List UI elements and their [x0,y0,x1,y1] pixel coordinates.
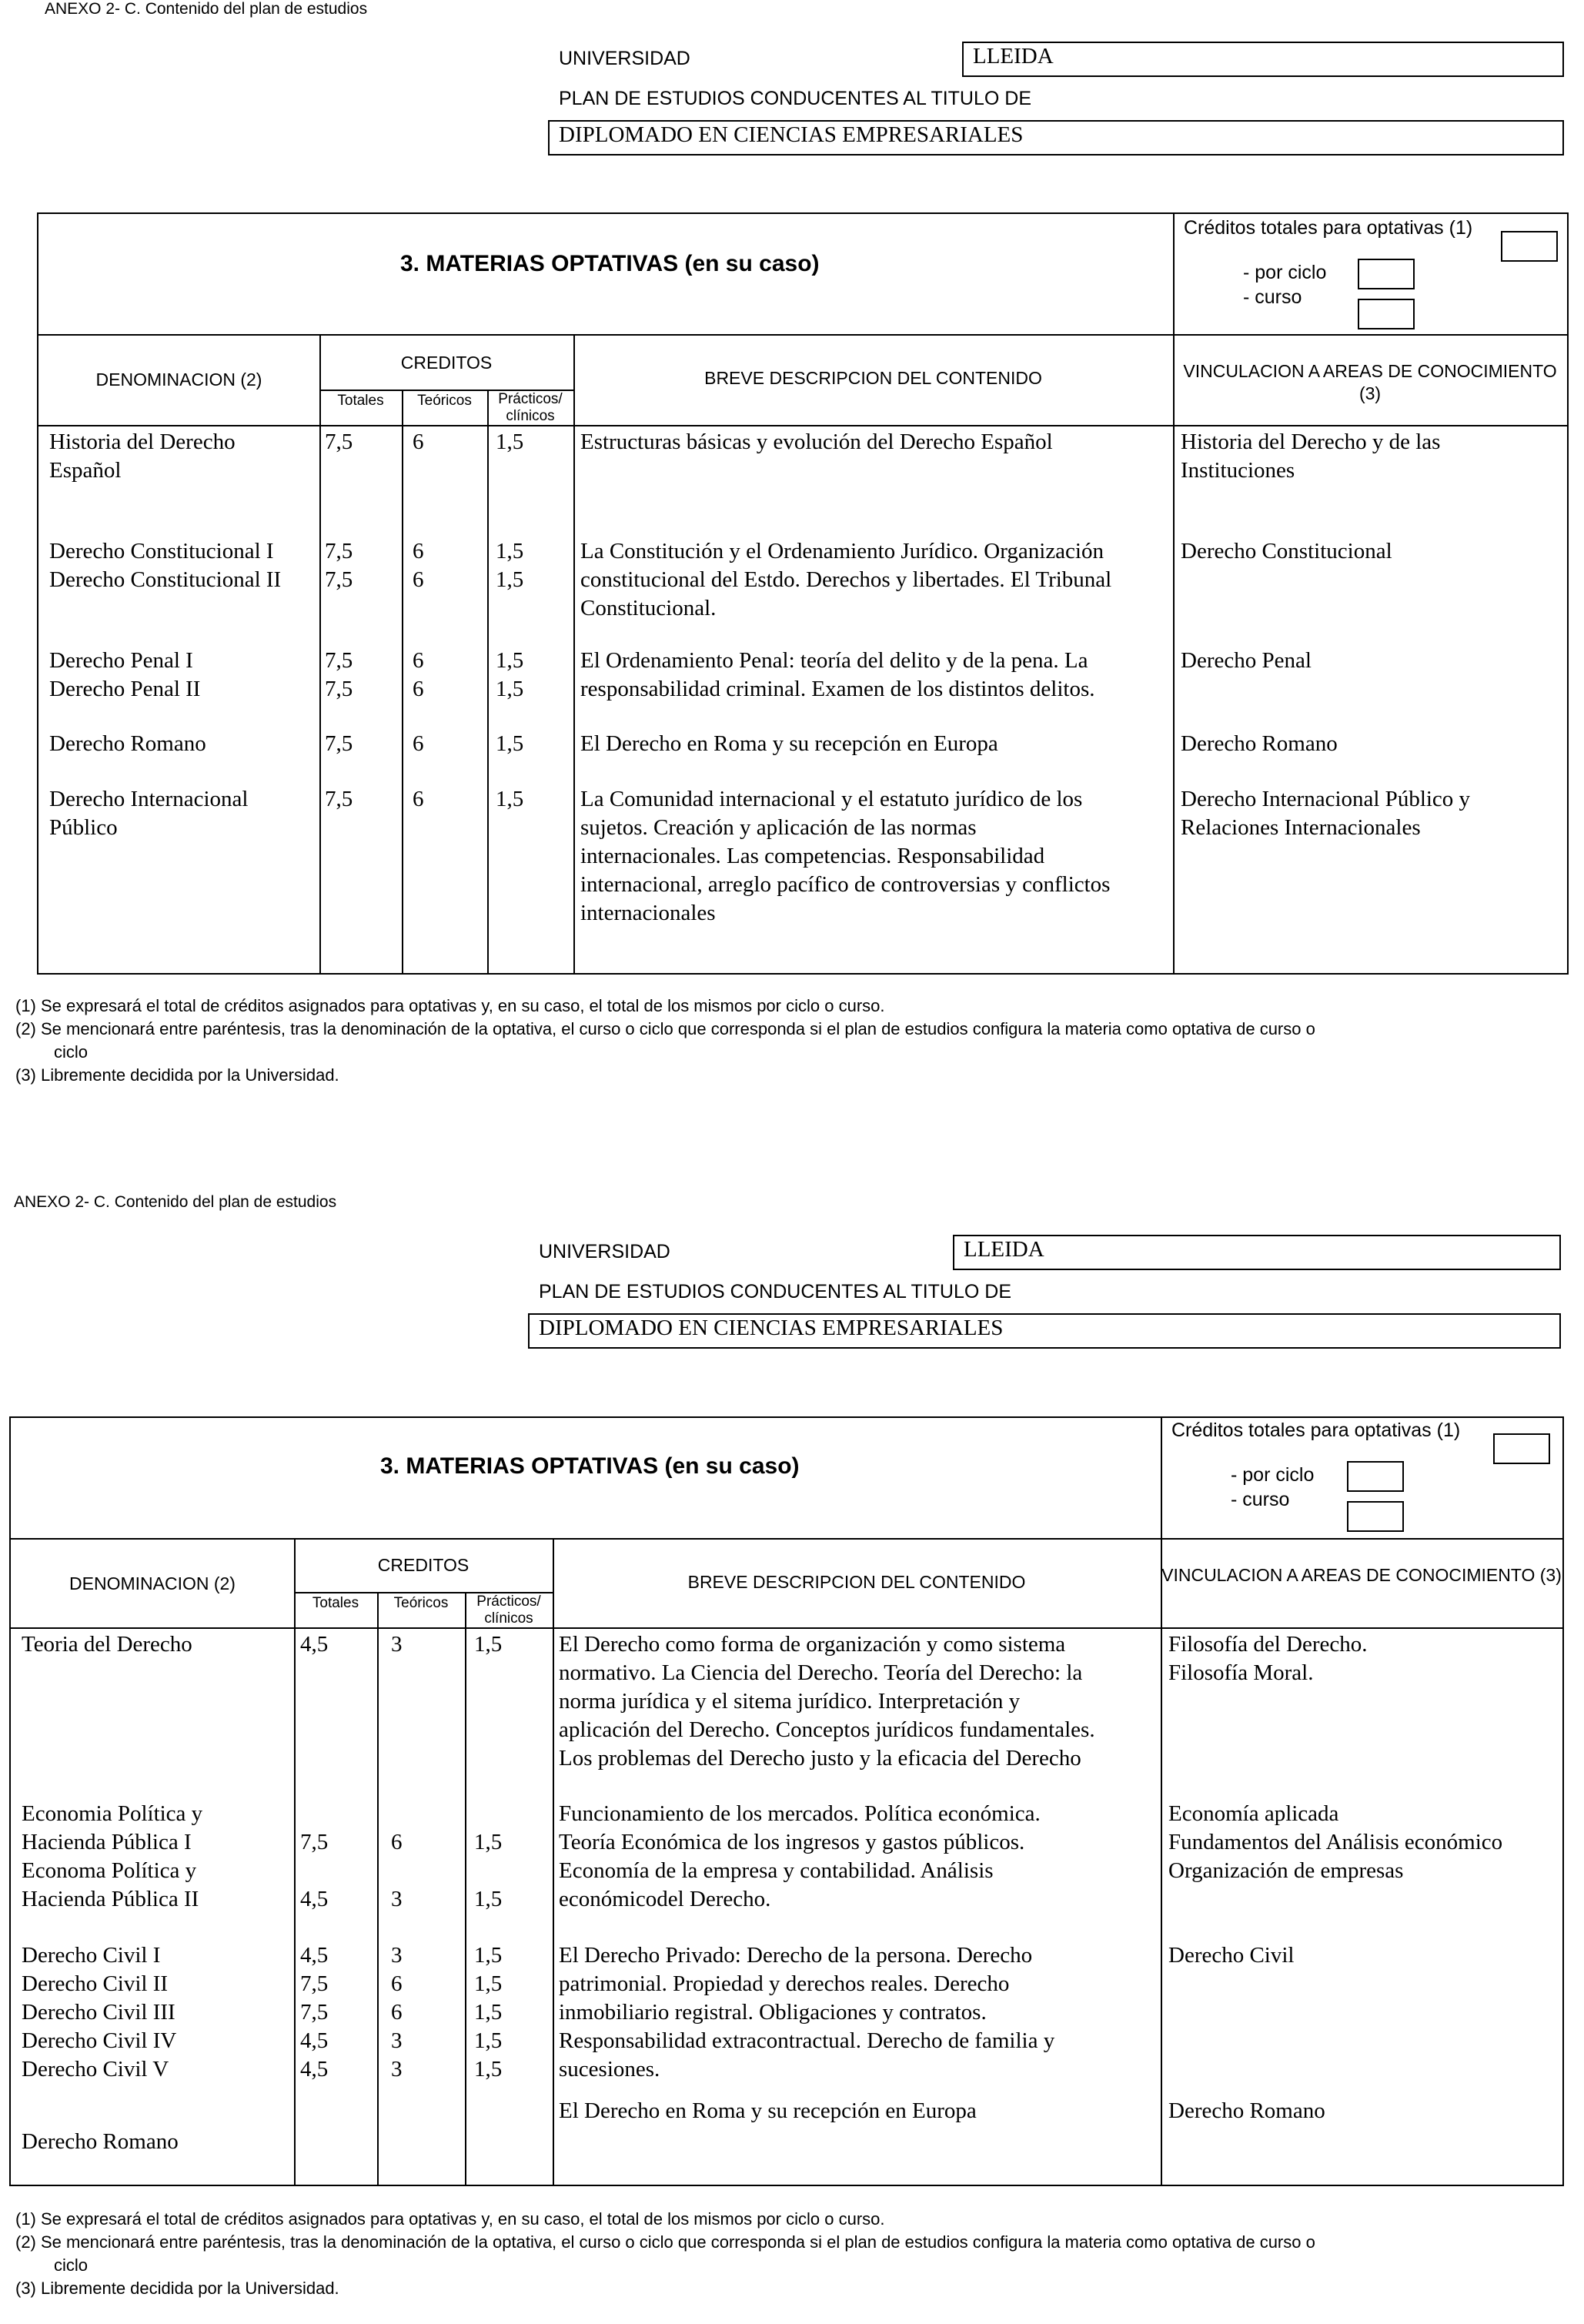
universidad-field: LLEIDA [962,42,1564,77]
universidad-label: UNIVERSIDAD [539,1241,670,1262]
curso-box [1358,299,1415,329]
por-ciclo-box [1347,1461,1404,1492]
curso-label: - curso [1243,286,1302,308]
creditos-practicos: 1,5 [474,1632,503,1657]
creditos-totales-label: Créditos totales para optativas (1) [1171,1419,1461,1441]
creditos-practicos: 1,5 1,5 [496,539,524,592]
materia-descripcion: El Derecho Privado: Derecho de la persona. Derecho patrimonial. Propiedad y derechos reales. Derecho inmobiliario registral. Obligaciones y contratos. Responsabilidad extracontractual. Derecho de familia y sucesiones. [559,1943,1055,2082]
materia-area: Derecho Constitucional [1181,539,1392,563]
materia-area: Derecho Civil [1168,1943,1295,1968]
creditos-totales-label: Créditos totales para optativas (1) [1184,217,1473,239]
por-ciclo-box [1358,259,1415,289]
practicos-header: Prácticos/ clínicos [476,1593,541,1627]
totales-header: Totales [312,1595,359,1611]
creditos-totales: 7,5 7,5 [325,648,353,701]
creditos-practicos: 1,5 [496,731,524,756]
plan-field: DIPLOMADO EN CIENCIAS EMPRESARIALES [528,1313,1561,1349]
creditos-totales: 4,5 7,5 7,5 4,5 4,5 [300,1943,329,2082]
denominacion-header: DENOMINACION (2) [95,369,262,390]
descripcion-header: BREVE DESCRIPCION DEL CONTENIDO [687,1572,1026,1592]
materia-descripcion: Funcionamiento de los mercados. Política económica. Teoría Económica de los ingresos y gastos públicos. Economía de la empresa y contabilidad. Análisis económicodel Derecho. [559,1801,1041,1911]
materia-area: Filosofía del Derecho. Filosofía Moral. [1168,1632,1368,1685]
creditos-teoricos: 6 6 [413,648,424,701]
table-divider [11,1627,1562,1629]
footnote-2-cont: ciclo [54,2255,89,2275]
col-divider [487,390,489,975]
creditos-practicos: 1,5 1,5 [496,648,524,701]
creditos-teoricos: 6 [413,787,424,811]
universidad-field: LLEIDA [953,1235,1561,1270]
materia-descripcion: Estructuras básicas y evolución del Derecho Español [580,430,1053,454]
teoricos-header: Teóricos [417,393,472,409]
table-title: 3. MATERIAS OPTATIVAS (en su caso) [400,251,820,276]
creditos-practicos: 1,5 [496,787,524,811]
creditos-totales: 4,5 [300,1632,329,1657]
optativas-table [9,1416,1564,2186]
annex-label: ANEXO 2- C. Contenido del plan de estudios [14,1193,337,1211]
materia-name: Derecho Civil I Derecho Civil II Derecho Civil III Derecho Civil IV Derecho Civil V [22,1943,177,2082]
col-divider [573,334,575,975]
footnote-2: (2) Se mencionará entre paréntesis, tras la denominación de la optativa, el curso o ciclo que corresponda si el plan de estudios configura la materia como optativa de curso o [15,1019,1315,1038]
footnote-3: (3) Libremente decidida por la Universidad. [15,2279,339,2298]
creditos-totales: 7,5 7,5 [325,539,353,592]
creditos-teoricos: 6 3 [391,1830,403,1911]
materia-name: Derecho Penal I Derecho Penal II [49,648,201,701]
materia-area: Derecho Penal [1181,648,1312,673]
materia-name: Derecho Internacional Público [49,787,249,840]
creditos-practicos: 1,5 1,5 1,5 1,5 1,5 [474,1943,503,2082]
creditos-totales-box [1501,231,1558,262]
materia-area: Economía aplicada Fundamentos del Análisis económico Organización de empresas [1168,1801,1503,1883]
practicos-header: Prácticos/ clínicos [498,391,563,424]
materia-name: Derecho Romano [22,2129,179,2154]
creditos-teoricos: 3 6 6 3 3 [391,1943,403,2082]
col-divider [1173,214,1175,975]
creditos-practicos: 1,5 [496,430,524,454]
universidad-label: UNIVERSIDAD [559,48,690,69]
table-title: 3. MATERIAS OPTATIVAS (en su caso) [380,1453,800,1479]
materia-area: Derecho Romano [1181,731,1338,756]
denominacion-header: DENOMINACION (2) [69,1573,236,1593]
plan-label: PLAN DE ESTUDIOS CONDUCENTES AL TITULO DE [539,1281,1012,1302]
footnotes [15,995,1578,1087]
materia-name: Derecho Constitucional I Derecho Constitucional II [49,539,282,592]
col-divider [1161,1418,1162,2186]
col-divider [377,1592,379,2186]
footnote-1: (1) Se expresará el total de créditos asignados para optativas y, en su caso, el total de los mismos por ciclo o curso. [15,2209,885,2229]
curso-box [1347,1501,1404,1532]
vinculacion-header: VINCULACION A AREAS DE CONOCIMIENTO (3) [1161,1565,1562,1585]
table-divider [38,425,1567,426]
col-divider [465,1592,466,2186]
creditos-teoricos: 6 [413,731,424,756]
footnote-3: (3) Libremente decidida por la Universidad. [15,1065,339,1085]
creditos-header: CREDITOS [400,353,493,373]
vinculacion-header: VINCULACION A AREAS DE CONOCIMIENTO (3) [1183,361,1557,403]
curso-label: - curso [1231,1489,1290,1510]
footnotes [15,2208,1578,2300]
materia-descripcion: El Derecho como forma de organización y como sistema normativo. La Ciencia del Derecho. Teoría del Derecho: la norma jurídica y el sitema jurídico. Interpretación y aplicación del Derecho. Conceptos jurídicos fundamentales. Los problemas del Derecho justo y la eficacia del Derecho [559,1632,1095,1771]
table-divider [11,1538,1562,1540]
por-ciclo-label: - por ciclo [1243,262,1327,283]
materia-name: Historia del Derecho Español [49,430,236,483]
optativas-table [37,212,1569,975]
footnote-1: (1) Se expresará el total de créditos asignados para optativas y, en su caso, el total de los mismos por ciclo o curso. [15,996,885,1015]
creditos-totales: 7,5 4,5 [300,1830,329,1911]
footnote-2: (2) Se mencionará entre paréntesis, tras la denominación de la optativa, el curso o ciclo que corresponda si el plan de estudios configura la materia como optativa de curso o [15,2232,1315,2252]
creditos-totales: 7,5 [325,430,353,454]
footnote-2-cont: ciclo [54,1042,89,1062]
materia-descripcion: El Ordenamiento Penal: teoría del delito y de la pena. La responsabilidad criminal. Examen de los distintos delitos. [580,648,1095,701]
materia-descripcion: El Derecho en Roma y su recepción en Europa [559,2098,977,2123]
creditos-teoricos: 3 [391,1632,403,1657]
creditos-teoricos: 6 [413,430,424,454]
por-ciclo-label: - por ciclo [1231,1464,1315,1486]
materia-area: Historia del Derecho y de las Instituciones [1181,430,1441,483]
creditos-header: CREDITOS [377,1555,470,1575]
table-divider [38,334,1567,336]
annex-label: ANEXO 2- C. Contenido del plan de estudios [45,0,368,18]
creditos-practicos: 1,5 1,5 [474,1830,503,1911]
creditos-totales-box [1493,1433,1550,1464]
creditos-totales: 7,5 [325,787,353,811]
materia-descripcion: La Constitución y el Ordenamiento Jurídico. Organización constitucional del Estdo. Derechos y libertades. El Tribunal Constitucional. [580,539,1112,620]
creditos-teoricos: 6 6 [413,539,424,592]
descripcion-header: BREVE DESCRIPCION DEL CONTENIDO [704,368,1042,388]
plan-field: DIPLOMADO EN CIENCIAS EMPRESARIALES [548,120,1564,155]
col-divider [402,390,403,975]
col-divider [553,1538,554,2186]
materia-name: Teoria del Derecho [22,1632,192,1657]
materia-descripcion: El Derecho en Roma y su recepción en Europa [580,731,998,756]
totales-header: Totales [337,393,384,409]
plan-label: PLAN DE ESTUDIOS CONDUCENTES AL TITULO DE [559,88,1032,109]
materia-area: Derecho Romano [1168,2098,1325,2123]
materia-name: Derecho Romano [49,731,206,756]
materia-name: Economia Política y Hacienda Pública I Economa Política y Hacienda Pública II [22,1801,203,1911]
materia-area: Derecho Internacional Público y Relaciones Internacionales [1181,787,1471,840]
creditos-totales: 7,5 [325,731,353,756]
materia-descripcion: La Comunidad internacional y el estatuto jurídico de los sujetos. Creación y aplicación de las normas internacionales. Las competencias. Responsabilidad internacional, arreglo pacífico de controversias y conflictos internacionales [580,787,1111,925]
teoricos-header: Teóricos [393,1595,449,1611]
